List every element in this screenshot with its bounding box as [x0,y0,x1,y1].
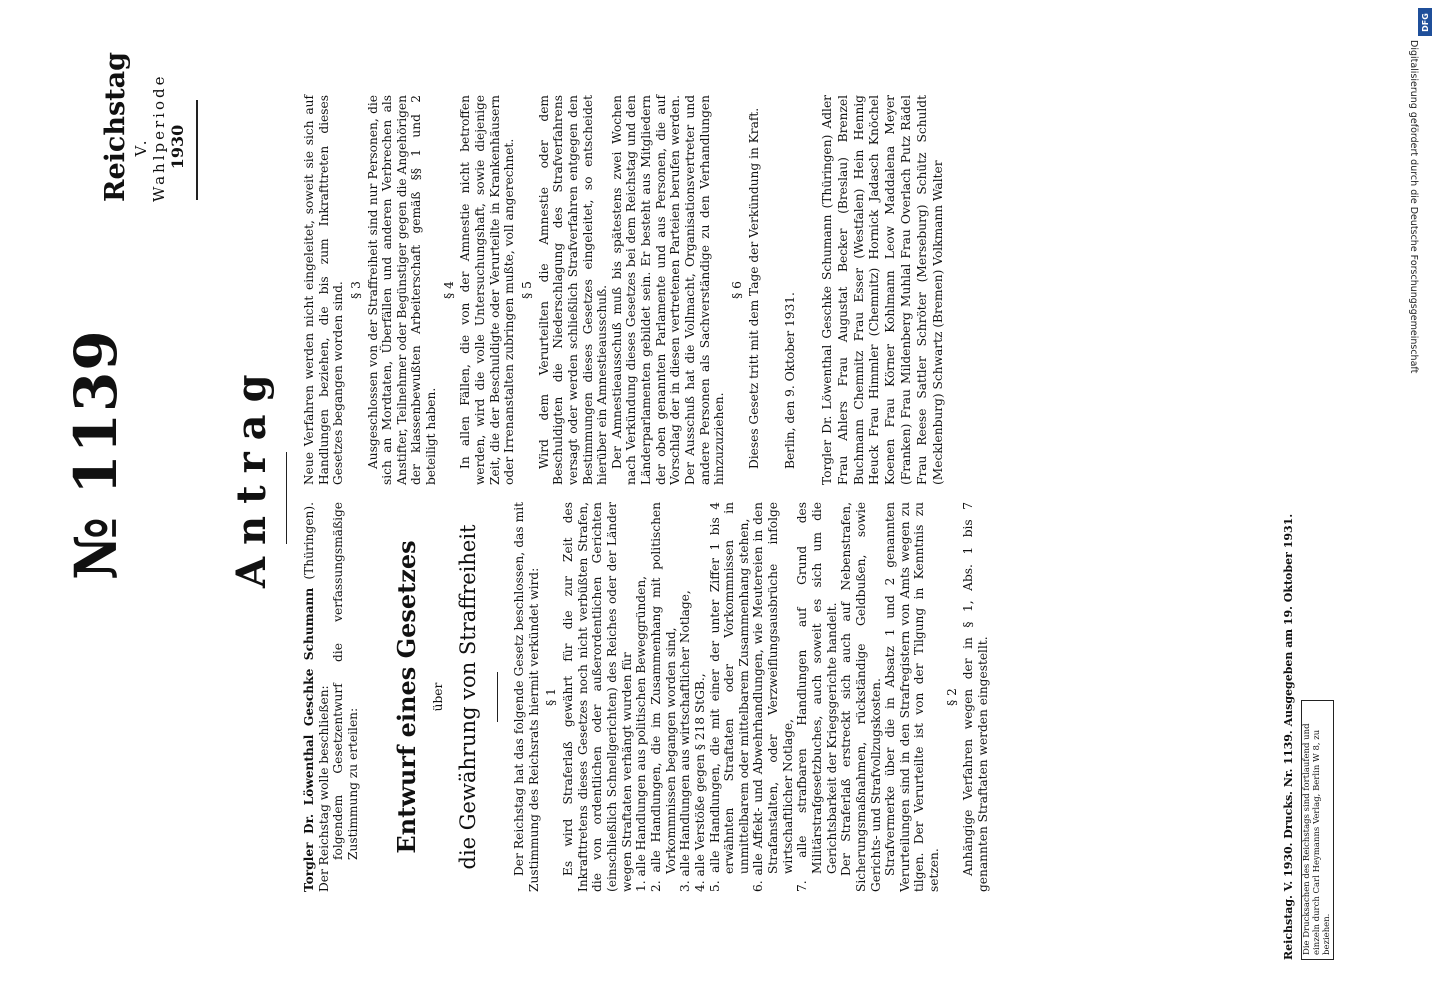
section-6-text: Dieses Gesetz tritt mit dem Tage der Verkündung in Kraft. [746,107,761,469]
wahlperiode: V. Wahlperiode [132,73,169,202]
law-heading-2: die Gewährung von Straffreiheit [456,524,480,870]
list-item: 4. alle Verstöße gegen § 218 StGB., [692,673,707,892]
section-1-after: Der Straferlaß erstreckt sich auch auf Nebenstrafen, Sicherungsmaßnahmen, rückständige Geldbußen, sowie Gerichts- und Strafvollzugskosten. [839,502,883,892]
section-4-text: In allen Fällen, die von der Amnestie nicht betroffen werden, wird die volle Untersuchungshaft, sowie diejenige Zeit, die der Beschuldigte oder Verurteilte in Krankenhäusern oder Irrenanstalten zubringen mußte, voll angerechnet. [458,95,517,485]
list-item: 5. alle Handlungen, die mit einer der unter Ziffer 1 bis 4 erwähnten Straftaten oder Vorkommnissen in unmittelbarem oder mittelbarem Zusammenhang stehen, [707,502,751,892]
intro [302,502,331,892]
section-3-text: Ausgeschlossen von der Straffreiheit sind nur Personen, die sich an Mordtaten, Überfällen und anderen Verbrechen als Anstifter, Teilnehmer oder Begünstiger gegen die Angehörigen der klassenbewußten Arbeiterschaft gemäß §§ 1 und 2 beteiligt haben. [365,95,439,485]
section-4-heading: § 4 [441,281,456,299]
section-3-heading: § 3 [348,281,363,299]
section-2-heading: § 2 [944,688,959,706]
antrag-title: Antrag [228,362,275,588]
list-item: 6. alle Affekt- und Abwehrhandlungen, wie Meutereien in den Strafanstalten, oder Verzweiflungsausbrüche infolge wirtschaftlicher Notlage, [751,502,795,892]
section-5-text: Wird dem Verurteilten die Amnestie oder dem Beschuldigten die Niederschlagung des Strafverfahrens versagt oder werden schließlich Strafverfahren entgegen den Bestimmungen dieses Gesetzes eingeleitet, so entscheidet hierüber ein Amnestieausschuß. [536,95,610,485]
section-1-text: Es wird Straferlaß gewährt für die zur Zeit des Inkrafttretens dieses Gesetzes noch nicht verbüßten Strafen, die von ordentlichen oder außerordentlichen Gerichten (einschließlich Schnellgerichten) des Reiches oder der Länder wegen Straftaten verhängt wurden für [561,502,634,892]
intro-names: Torgler Dr. Löwenthal Geschke Schumann [302,587,316,892]
signatures: Torgler Dr. Löwenthal Geschke Schumann (Thüringen) Adler Frau Ahlers Frau Augustat Becker (Breslau) Brenzel Buchmann Chemnitz Frau Esser (Westfalen) Hein Hennig Heuck Frau Himmler (Chemnitz) Hornick Jadasch Knöchel Koenen Frau Körner Kohlmann Leow Maddalena Meyer (Franken) Frau Mildenberg Muhlal Frau Overlach Putz Rädel Frau Reese Sattler Schröter (Merseburg) Schütz Schuldt (Mecklenburg) Schwartz (Bremen) Volkmann Walter [819,95,945,485]
law-ueber: über [431,682,446,712]
document-number: № 1139 [62,329,130,580]
section-6-heading: § 6 [729,281,744,299]
section-1-after-2: Strafvermerke über die in Absatz 1 und 2 genannten Verurteilungen sind in den Strafregistern von Amts wegen zu tilgen. Der Verurteilte ist von der Tilgung in Kenntnis zu setzen. [883,502,942,892]
wahlperiode-year: 1930 [168,124,188,170]
section-5-text-2: Der Amnestieausschuß muß bis spätestens zwei Wochen nach Verkündung dieses Gesetzes bei dem Reichstag und den Länderparlamenten gebildet sein. Er besteht aus Mitgliedern der oben genannten Parlamente und aus Personen, die auf Vorschlag der in diesen vertretenen Parteien berufen werden. Der Ausschuß hat die Vollmacht, Organisationsvertreter und andere Personen als Sachverständige zu den Verhandlungen hinzuzuziehen. [609,95,727,485]
list-item: 1. alle Handlungen aus politischen Beweggründen, [634,575,649,892]
law-heading: Entwurf eines Gesetzes [391,540,421,854]
date-line: Berlin, den 9. Oktober 1931. [783,292,798,469]
header-rule [196,100,198,200]
preamble: Der Reichstag hat das folgende Gesetz beschlossen, das mit Zustimmung des Reichsrats hiermit verkündet wird: [512,502,541,892]
left-column [302,502,991,892]
intro-line2: folgendem Gesetzentwurf die verfassungsmäßige Zustimmung zu erteilen: [331,502,360,860]
list-item: 3. alle Handlungen aus wirtschaftlicher Notlage, [678,590,693,892]
section-2-text: Anhängige Verfahren wegen der in § 1, Abs. 1 bis 7 genannten Straftaten werden eingestellt. [961,502,991,892]
header-right [100,52,188,202]
heading-rule [497,672,498,722]
section-5-heading: § 5 [519,281,534,299]
section-1-heading: § 1 [544,688,559,706]
right-top-text: Neue Verfahren werden nicht eingeleitet, soweit sie sich auf Handlungen beziehen, die bis zum Inkrafttreten dieses Gesetzes begangen worden sind. [302,95,346,485]
list-item: 2. alle Handlungen, die im Zusammenhang mit politischen Vorkommnissen begangen worden sind, [648,502,678,892]
reichstag-title: Reichstag [100,52,131,202]
antrag-rule [286,452,287,544]
footer-box: Die Drucksachen des Reichstags sind fortlaufend und einzeln durch Carl Heymanns Verlag, Berlin W 8, zu beziehen. [1301,700,1334,960]
footer [1282,60,1334,960]
list-item: 7. alle strafbaren Handlungen auf Grund des Militärstrafgesetzbuches, auch soweit es sich um die Gerichtsbarkeit der Kriegsgerichte handelt. [795,502,839,892]
footer-line: Reichstag. V. 1930. Drucks. Nr. 1139. Ausgegeben am 19. Oktober 1931. [1282,513,1295,960]
intro-rest: (Thüringen). Der Reichstag wolle beschließen: [302,501,331,892]
dfg-stamp: DFG [1418,8,1432,36]
right-column [302,95,947,485]
